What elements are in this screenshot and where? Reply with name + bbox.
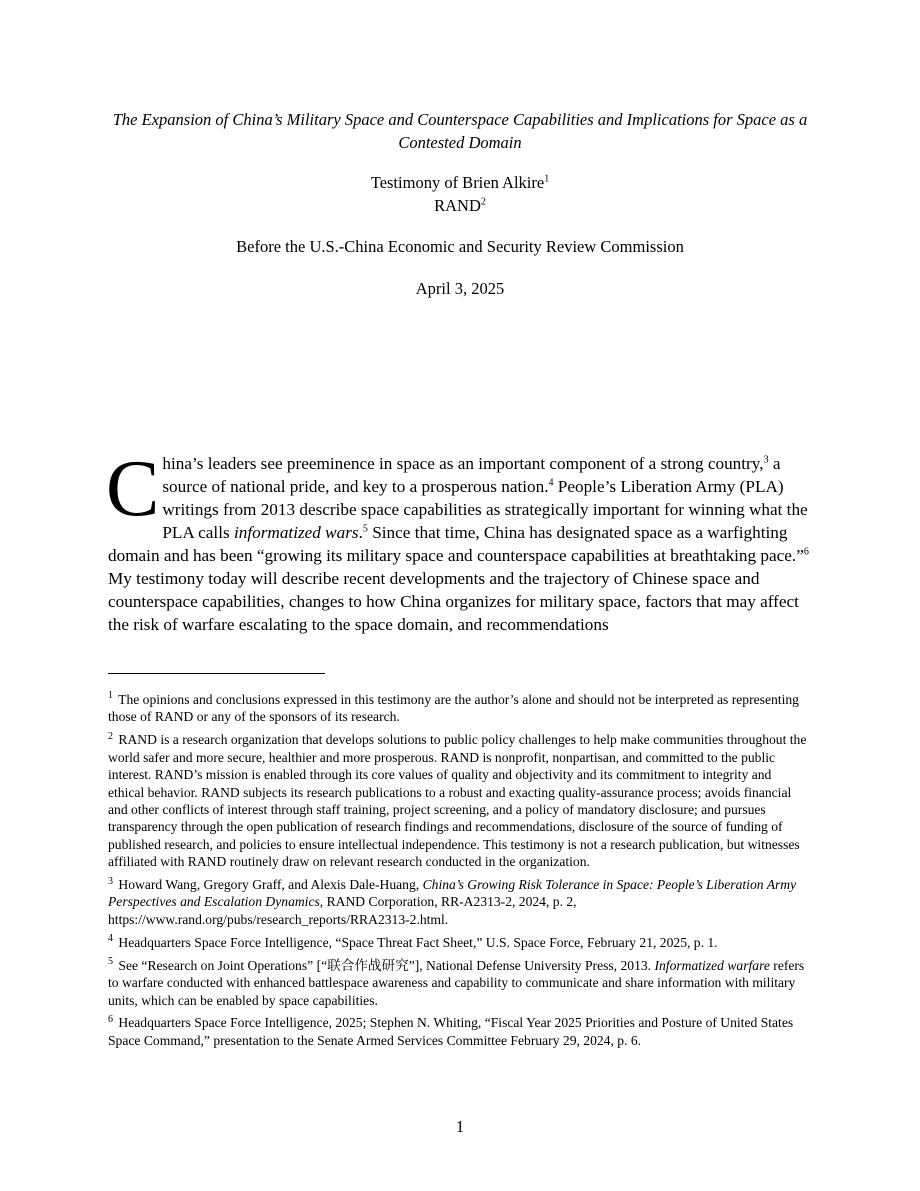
footnote-1 xyxy=(108,691,808,726)
footnote-text: RAND is a research organization that develops solutions to public policy challenges to help make communities throughout the world safer and more secure, healthier and more prosperous. RAND is nonprofit, nonpartisan, and committed to the public interest. RAND’s mission is enabled through its core values of quality and objectivity and its commitment to integrity and ethical behavior. RAND subjects its research publications to a robust and exacting quality-assurance process; avoids financial and other conflicts of interest through staff training, project screening, and a policy of mandatory disclosure; and pursues transparency through the open publication of research findings and recommendations, disclosure of the source of funding of published research, and policies to ensure intellectual independence. This testimony is not a research publication, but witnesses affiliated with RAND routinely draw on relevant research conducted in the organization. xyxy=(108,732,807,870)
footnote-2 xyxy=(108,731,808,870)
footnote-6 xyxy=(108,1014,808,1049)
testimony-line xyxy=(0,172,920,194)
footnote-italic-title: China’s Growing Risk Tolerance in Space: People’s Liberation Army Perspectives and Escalation Dynamics xyxy=(108,877,797,910)
footnote-text: , RAND Corporation, RR-A2313-2, 2024, p. 2, https://www.rand.org/pubs/research_reports/RRA2313-2.html. xyxy=(108,894,577,927)
body-text-1: hina’s leaders see preeminence in space as an important component of a strong country, xyxy=(162,454,764,473)
testimony-author: Testimony of Brien Alkire xyxy=(370,173,545,192)
organization-line xyxy=(0,195,920,217)
footnote-separator xyxy=(108,673,325,674)
footnote-ref-1[interactable]: 1 xyxy=(544,173,550,185)
body-italic-term: informatized wars xyxy=(233,523,359,542)
footnote-number: 5 xyxy=(108,956,113,968)
venue-line: Before the U.S.-China Economic and Security Review Commission xyxy=(236,237,684,256)
footnote-ref-5[interactable]: 5 xyxy=(362,523,368,535)
footnote-text: Howard Wang, Gregory Graff, and Alexis Dale-Huang, xyxy=(115,877,423,893)
footnote-text: Headquarters Space Force Intelligence, 2025; Stephen N. Whiting, “Fiscal Year 2025 Priorities and Posture of United States Space Command,” presentation to the Senate Armed Services Committee February 29, 2024, p. 6. xyxy=(108,1015,794,1048)
body-paragraph xyxy=(106,445,810,636)
footnote-ref-3[interactable]: 3 xyxy=(763,454,769,466)
body-text-3-end: . xyxy=(358,523,363,542)
footnote-text: The opinions and conclusions expressed in this testimony are the author’s alone and should not be interpreted as representing those of RAND or any of the sponsors of its research. xyxy=(108,692,799,725)
page-number: 1 xyxy=(455,1117,465,1136)
footnotes-section xyxy=(108,691,808,1055)
body-text-2: a source of national pride, and key to a prosperous nation. xyxy=(162,454,781,496)
footnote-number: 1 xyxy=(108,690,113,702)
document-title: The Expansion of China’s Military Space and Counterspace Capabilities and Implications for Space as a Contested Domain xyxy=(112,110,808,152)
footnote-italic-term: Informatized warfare xyxy=(654,957,770,973)
body-text-3: People’s Liberation Army (PLA) writings from 2013 describe space capabilities as strategically important for winning what the PLA calls xyxy=(162,477,808,542)
footnote-ref-2[interactable]: 2 xyxy=(480,196,486,208)
body-text-4: Since that time, China has designated space as a warfighting domain and has been “growing its military space and counterspace capabilities at breathtaking pace.” xyxy=(108,523,804,565)
footnote-text: Headquarters Space Force Intelligence, “Space Threat Fact Sheet,” U.S. Space Force, February 21, 2025, p. 1. xyxy=(115,934,718,950)
footnote-number: 2 xyxy=(108,730,113,742)
body-text-5: My testimony today will describe recent developments and the trajectory of Chinese space and counterspace capabilities, changes to how China organizes for military space, factors that may affect the risk of warfare escalating to the space domain, and recommendations xyxy=(108,569,799,634)
footnote-3 xyxy=(108,876,808,928)
footnote-number: 6 xyxy=(108,1013,113,1025)
date-line: April 3, 2025 xyxy=(415,279,505,298)
footnote-ref-4[interactable]: 4 xyxy=(548,477,554,489)
footnote-4 xyxy=(108,934,808,951)
footnote-text: refers to warfare conducted with enhanced battlespace awareness and capability to communicate and share information with military units, which can be enabled by space capabilities. xyxy=(108,957,805,1008)
footnote-number: 4 xyxy=(108,933,113,945)
footnote-number: 3 xyxy=(108,875,113,887)
organization: RAND xyxy=(434,196,481,215)
drop-cap: C xyxy=(106,445,160,533)
footnote-5 xyxy=(108,957,808,1009)
footnote-text: See “Research on Joint Operations” [“联合作战研究”], National Defense University Press, 2013. xyxy=(115,957,655,973)
footnote-ref-6[interactable]: 6 xyxy=(803,546,809,558)
